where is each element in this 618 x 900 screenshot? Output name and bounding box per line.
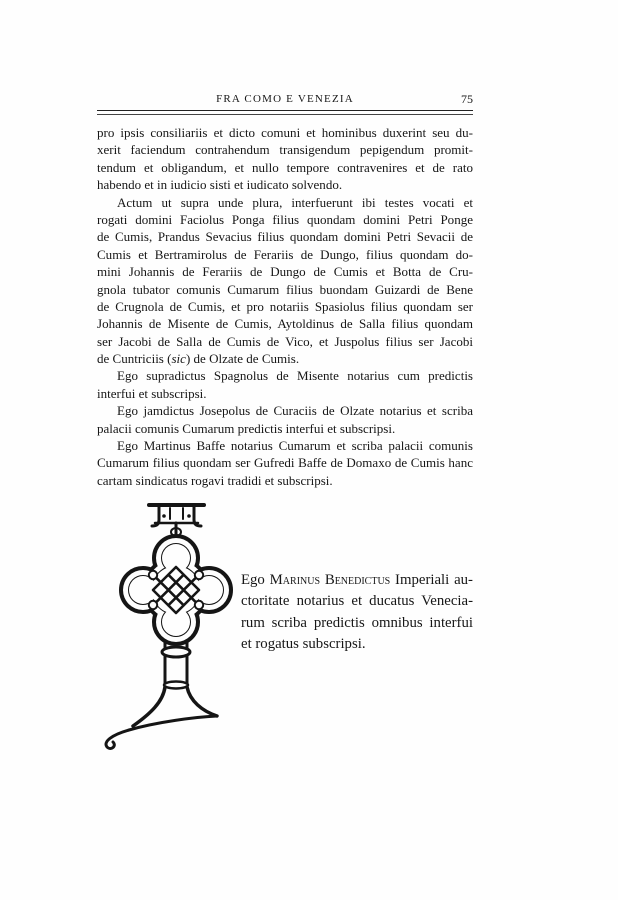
text-line: de Crugnola de Cumis, et pro notariis Spasiolus filius quondam ser <box>97 298 473 314</box>
text-line: ser Jacobi de Salla de Cumis de Vico, et Juspolus filius ser Jacobi <box>97 333 473 349</box>
text-line: ctoritate notarius et ducatus Venecia- <box>241 593 473 610</box>
text-line: rum scriba predictis omnibus interfui <box>241 614 473 631</box>
text-line: mini Johannis de Ferariis de Dungo de Cumis et Botta de Cru- <box>97 264 473 280</box>
text-line: Cumis et Bertramirolus de Ferariis de Dungo, filius quondam do- <box>97 246 473 262</box>
text-line: rogati domini Faciolus Ponga filius quondam domini Petri Ponge <box>97 211 473 227</box>
text-line: cartam sindicatus rogavi tradidi et subscripsi. <box>97 472 333 488</box>
text-line: Ego Martinus Baffe notarius Cumarum et scriba palacii comunis <box>117 438 473 454</box>
signum-knot <box>123 538 229 642</box>
paragraph <box>97 402 473 437</box>
paragraph <box>97 437 473 489</box>
text-segment: ) de Olzate de Cumis. <box>185 351 300 367</box>
text-line: Johannis de Misente de Cumis, Aytoldinus de Salla filius quondam <box>97 316 473 332</box>
page-number: 75 <box>461 92 473 106</box>
body-text <box>97 124 473 489</box>
notary-name: Marinus Benedictus <box>269 572 391 588</box>
text-line <box>97 350 473 367</box>
text-line: de Cumis, Prandus Sevacius filius quondam domini Petri Sevacii de <box>97 229 473 245</box>
text-line: interfui et subscripsi. <box>97 385 207 401</box>
paragraph <box>97 194 473 368</box>
italic-annotation: sic <box>171 351 186 367</box>
text-segment: Imperiali au- <box>390 572 473 588</box>
signum-stem <box>162 641 190 689</box>
text-line: Cumarum filius quondam ser Gufredi Baffe de Domaxo de Cumis hanc <box>97 455 473 471</box>
text-line: gnola tubator comunis Cumarum filius buondam Guizardi de Bene <box>97 281 473 297</box>
text-segment: Ego <box>241 572 270 588</box>
text-line: habendo et in iudicio sisti et iudicato solvendo. <box>97 177 343 193</box>
header-rule <box>97 110 473 115</box>
notarial-signum-icon <box>95 495 245 750</box>
text-line: Actum ut supra unde plura, interfuerunt ibi testes vocati et <box>117 194 473 210</box>
text-line: Ego jamdictus Josepolus de Curaciis de Olzate notarius et scriba <box>117 403 473 419</box>
text-segment: de Cuntriciis ( <box>97 351 172 367</box>
paragraph <box>97 367 473 402</box>
running-head <box>97 91 473 107</box>
text-line: tendum et obligandum, et nullo tempore contravenires et de rato <box>97 159 473 175</box>
text-line: pro ipsis consiliariis et dicto comuni et hominibus duxerint seu du- <box>97 125 473 140</box>
text-line: et rogatus subscripsi. <box>241 636 366 653</box>
text-line <box>241 570 473 591</box>
running-head-title: FRA COMO E VENEZIA <box>216 93 354 105</box>
text-line: xerit faciendum contrahendum transigendum pepigendum promit- <box>97 142 473 158</box>
paragraph <box>97 124 473 194</box>
signum-tail <box>106 687 217 748</box>
text-line: palacii comunis Cumarum predictis interfui et subscripsi. <box>97 420 396 436</box>
text-line: Ego supradictus Spagnolus de Misente notarius cum predictis <box>117 368 473 384</box>
notary-subscription <box>241 570 473 656</box>
